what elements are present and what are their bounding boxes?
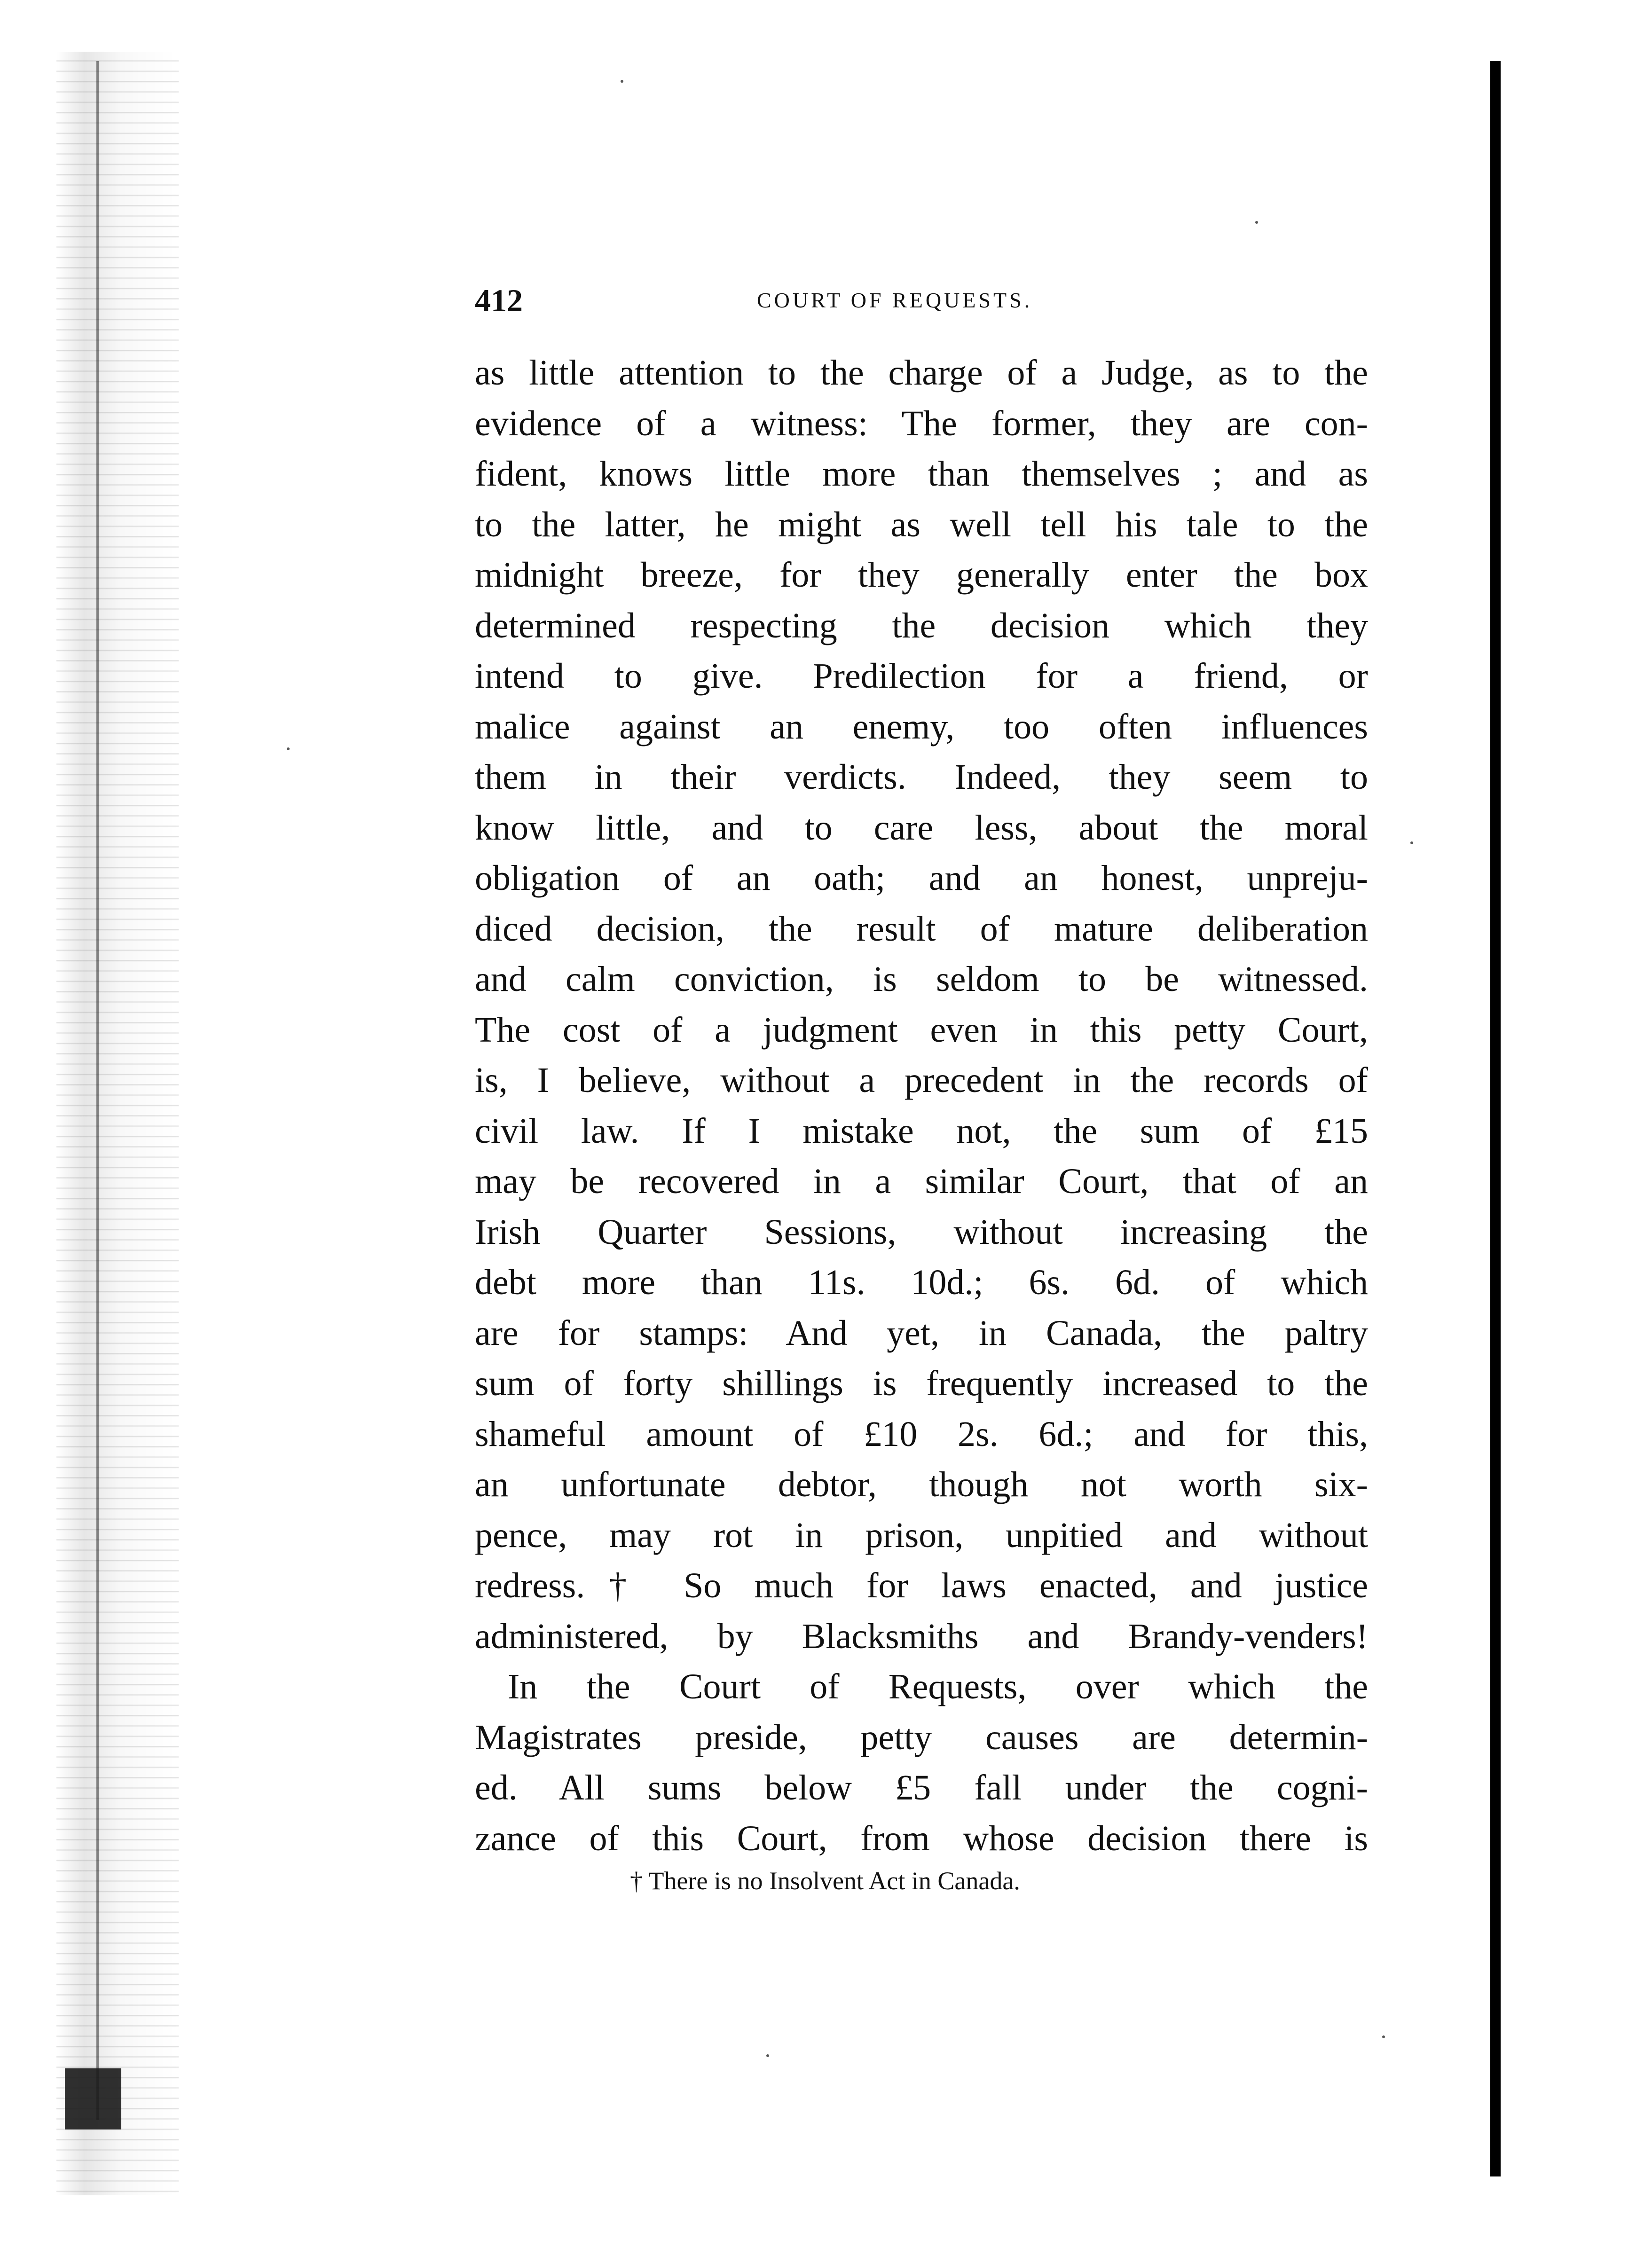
text-line: Magistrates preside, petty causes are determin- bbox=[475, 1717, 1368, 1757]
text-line: malice against an enemy, too often influences bbox=[475, 707, 1368, 746]
binding-edge-line bbox=[96, 61, 99, 2120]
text-line: know little, and to care less, about the moral bbox=[475, 808, 1368, 848]
scan-speck bbox=[287, 747, 290, 750]
text-line: is, I believe, without a precedent in the records of bbox=[475, 1061, 1368, 1100]
body-text bbox=[475, 348, 1368, 1864]
scan-speck bbox=[1382, 2035, 1385, 2038]
text-line: administered, by Blacksmiths and Brandy-venders! bbox=[475, 1616, 1368, 1656]
text-line: debt more than 11s. 10d.; 6s. 6d. of which bbox=[475, 1263, 1368, 1302]
text-line: determined respecting the decision which they bbox=[475, 605, 1368, 645]
text-line: shameful amount of £10 2s. 6d.; and for this, bbox=[475, 1414, 1368, 1454]
text-line: pence, may rot in prison, unpitied and without bbox=[475, 1515, 1368, 1555]
text-line: ed. All sums below £5 fall under the cogni- bbox=[475, 1768, 1368, 1807]
text-line: as little attention to the charge of a Judge, as to the bbox=[475, 353, 1368, 393]
scanned-binding-gutter bbox=[56, 52, 179, 2195]
text-line: civil law. If I mistake not, the sum of £15 bbox=[475, 1111, 1368, 1151]
text-line: zance of this Court, from whose decision there is bbox=[475, 1818, 1368, 1858]
scan-speck bbox=[621, 80, 623, 83]
text-line: and calm conviction, is seldom to be witnessed. bbox=[475, 959, 1368, 999]
text-line: may be recovered in a similar Court, that of an bbox=[475, 1162, 1368, 1201]
page-header bbox=[475, 282, 1368, 329]
text-line: intend to give. Predilection for a friend, or bbox=[475, 656, 1368, 696]
text-line: diced decision, the result of mature deliberation bbox=[475, 909, 1368, 949]
text-line: are for stamps: And yet, in Canada, the paltry bbox=[475, 1313, 1368, 1353]
text-line: them in their verdicts. Indeed, they seem to bbox=[475, 757, 1368, 797]
text-line: sum of forty shillings is frequently increased to the bbox=[475, 1364, 1368, 1403]
page-edge-bar bbox=[1490, 61, 1501, 2176]
scan-speck bbox=[766, 2054, 769, 2057]
text-line: redress.† So much for laws enacted, and justice bbox=[475, 1566, 1368, 1605]
text-line: to the latter, he might as well tell his tale to the bbox=[475, 504, 1368, 544]
text-line: evidence of a witness: The former, they are con- bbox=[475, 403, 1368, 443]
binding-dark-mark bbox=[65, 2068, 121, 2129]
scan-speck bbox=[1410, 841, 1413, 844]
text-line: fident, knows little more than themselves ; and as bbox=[475, 454, 1368, 494]
running-head: COURT OF REQUESTS. bbox=[757, 288, 1033, 312]
text-line: Irish Quarter Sessions, without increasing the bbox=[475, 1212, 1368, 1252]
page-number: 412 bbox=[475, 283, 523, 318]
text-line: an unfortunate debtor, though not worth six- bbox=[475, 1465, 1368, 1504]
footnote: † There is no Insolvent Act in Canada. bbox=[630, 1867, 1020, 1895]
scan-speck bbox=[1255, 221, 1258, 224]
text-line: In the Court of Requests, over which the bbox=[508, 1667, 1368, 1706]
text-line: obligation of an oath; and an honest, unpreju- bbox=[475, 858, 1368, 898]
text-line: midnight breeze, for they generally enter the box bbox=[475, 555, 1368, 595]
text-line: The cost of a judgment even in this petty Court, bbox=[475, 1010, 1368, 1050]
